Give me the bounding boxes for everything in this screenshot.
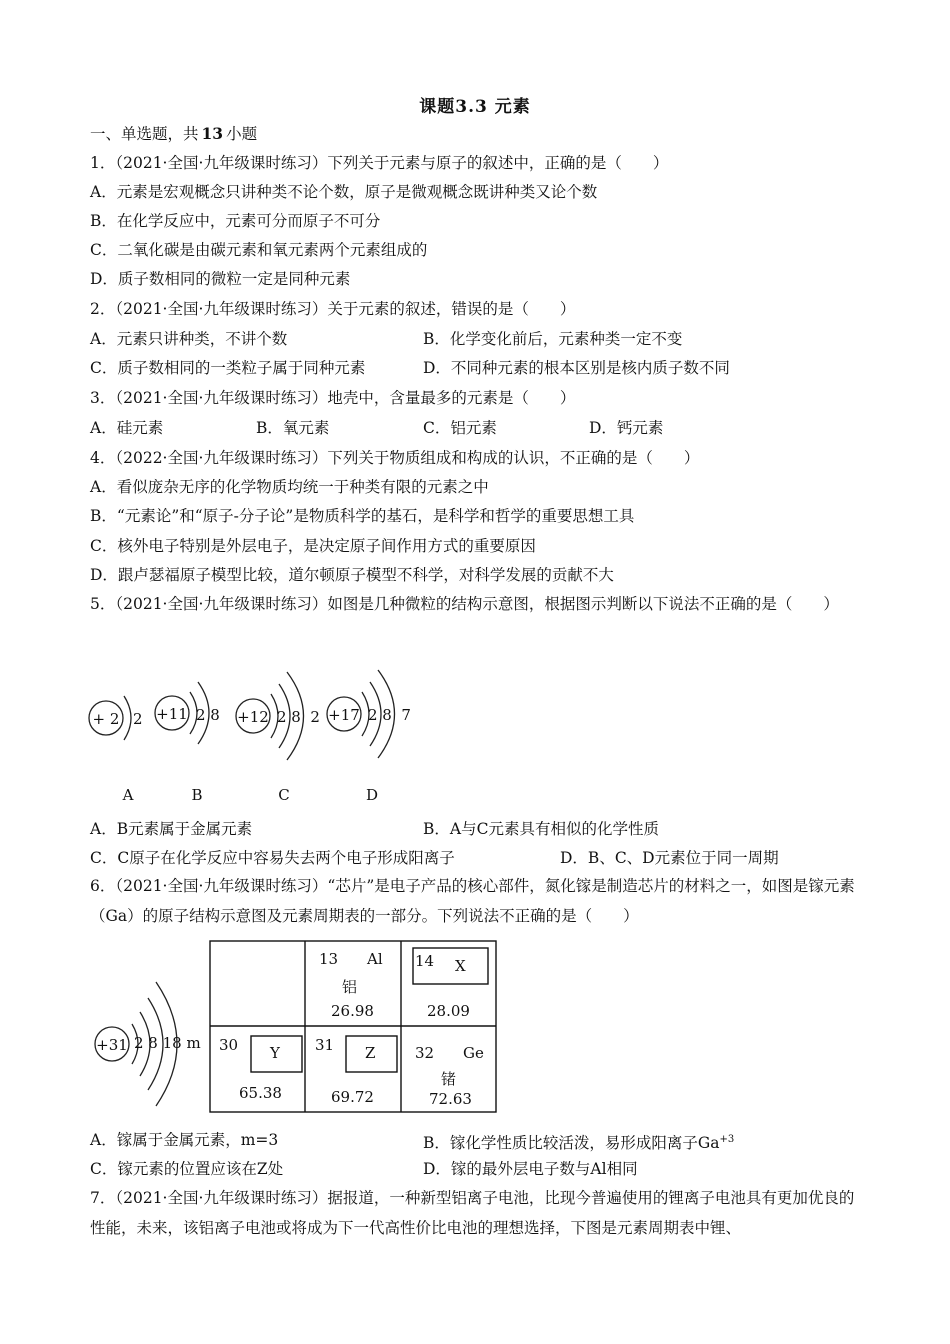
- question-4-stem: 4．（2022·全国·九年级课时练习）下列关于物质组成和构成的认识，不正确的是（ ）: [90, 449, 700, 467]
- question-1-option-d: D．质子数相同的微粒一定是同种元素: [90, 270, 351, 288]
- question-4-option-a: A．看似庞杂无序的化学物质均统一于种类有限的元素之中: [90, 478, 489, 496]
- periodic-table-fragment: [209, 940, 499, 1114]
- atom-a-nucleus: + 2: [92, 710, 120, 728]
- question-2-option-d: D．不同种元素的根本区别是核内质子数不同: [423, 359, 730, 377]
- cell-z-symbol: Z: [365, 1044, 376, 1062]
- atom-b-nucleus: +11: [156, 705, 188, 723]
- question-5-option-d: D．B、C、D元素位于同一周期: [560, 849, 779, 867]
- atom-c-nucleus: +12: [237, 708, 269, 726]
- cell-al-number: 13: [319, 950, 339, 968]
- gallium-nucleus: +31: [96, 1036, 128, 1054]
- question-5-option-b: B．A与C元素具有相似的化学性质: [423, 820, 659, 838]
- cell-al-symbol: Al: [367, 950, 383, 968]
- question-2-option-b: B．化学变化前后，元素种类一定不变: [423, 330, 683, 348]
- atom-structure-diagram: [86, 652, 426, 812]
- question-3-option-c: C．铝元素: [423, 419, 497, 437]
- question-1-option-c: C．二氧化碳是由碳元素和氧元素两个元素组成的: [90, 241, 428, 259]
- question-6-option-c: C．镓元素的位置应该在Z处: [90, 1160, 284, 1178]
- cell-al-name: 铝: [342, 978, 358, 996]
- question-5-stem: 5．（2021·全国·九年级课时练习）如图是几种微粒的结构示意图，根据图示判断以下说法不正确的是（ ）: [90, 595, 839, 613]
- atom-a-electrons: 2: [133, 710, 143, 728]
- cell-ge-symbol: Ge: [463, 1044, 484, 1062]
- question-4-option-c: C．核外电子特别是外层电子，是决定原子间作用方式的重要原因: [90, 537, 536, 555]
- cell-z-number: 31: [315, 1036, 335, 1054]
- cell-y-mass: 65.38: [239, 1084, 282, 1102]
- question-6-option-d: D．镓的最外层电子数与Al相同: [423, 1160, 638, 1178]
- question-2-option-c: C．质子数相同的一类粒子属于同种元素: [90, 359, 366, 377]
- question-2-stem: 2．（2021·全国·九年级课时练习）关于元素的叙述，错误的是（ ）: [90, 300, 576, 318]
- question-4-option-b: B．“元素论”和“原子-分子论”是物质科学的基石，是科学和哲学的重要思想工具: [90, 507, 635, 525]
- cell-z-mass: 69.72: [331, 1088, 374, 1106]
- question-6-option-a: A．镓属于金属元素，m=3: [90, 1131, 279, 1149]
- question-1-option-a: A．元素是宏观概念只讲种类不论个数，原子是微观概念既讲种类又论个数: [90, 183, 598, 201]
- question-2-option-a: A．元素只讲种类，不讲个数: [90, 330, 288, 348]
- question-7-stem: 7．（2021·全国·九年级课时练习）据报道，一种新型铝离子电池，比现今普遍使用的锂离子电池具有更加优良的性能，未来，该铝离子电池或将成为下一代高性价比电池的理想选择，下图是元素周期表中锂、: [90, 1189, 855, 1237]
- question-3-option-b: B．氧元素: [256, 419, 330, 437]
- atom-c-electrons: 2 8 2: [277, 708, 320, 726]
- question-4-option-d: D．跟卢瑟福原子模型比较，道尔顿原子模型不科学，对科学发展的贡献不大: [90, 566, 614, 584]
- atom-b-label: B: [191, 786, 203, 804]
- question-5-option-c: C．C原子在化学反应中容易失去两个电子形成阳离子: [90, 849, 455, 867]
- question-5-option-a: A．B元素属于金属元素: [90, 820, 253, 838]
- gallium-electrons: 2 8 18 m: [134, 1034, 201, 1052]
- question-3-option-a: A．硅元素: [90, 419, 164, 437]
- question-6-stem: 6．（2021·全国·九年级课时练习）“芯片”是电子产品的核心部件，氮化镓是制造芯片的材料之一，如图是镓元素（Ga）的原子结构示意图及元素周期表的一部分。下列说法不正确的是（ ）: [90, 877, 855, 925]
- cell-y-number: 30: [219, 1036, 239, 1054]
- cell-x-symbol: X: [455, 957, 466, 975]
- gallium-ion-charge: +3: [719, 1134, 735, 1145]
- cell-ge-name: 锗: [441, 1070, 457, 1088]
- atom-c-label: C: [278, 786, 290, 804]
- cell-x-number: 14: [415, 952, 435, 970]
- question-1-stem: 1．（2021·全国·九年级课时练习）下列关于元素与原子的叙述中，正确的是（ ）: [90, 154, 669, 172]
- question-1-option-b: B．在化学反应中，元素可分而原子不可分: [90, 212, 381, 230]
- atom-a-label: A: [122, 786, 134, 804]
- cell-y-symbol: Y: [270, 1044, 280, 1062]
- cell-x-mass: 28.09: [427, 1002, 470, 1020]
- cell-ge-mass: 72.63: [429, 1090, 472, 1108]
- section-heading: 一、单选题，共 13 小题: [90, 124, 258, 143]
- gallium-atom-diagram: [90, 968, 205, 1118]
- atom-d-nucleus: +17: [328, 706, 360, 724]
- question-3-stem: 3．（2021·全国·九年级课时练习）地壳中，含量最多的元素是（ ）: [90, 389, 576, 407]
- page-title: 课题3.3 元素: [419, 97, 531, 117]
- cell-al-mass: 26.98: [331, 1002, 374, 1020]
- cell-ge-number: 32: [415, 1044, 435, 1062]
- question-6-option-b: B．镓化学性质比较活泼，易形成阳离子$Ga^{+3}$: [423, 1134, 735, 1153]
- question-3-option-d: D．钙元素: [589, 419, 664, 437]
- atom-d-electrons: 2 8 7: [368, 706, 411, 724]
- atom-b-electrons: 2 8: [196, 706, 220, 724]
- atom-d-label: D: [365, 786, 379, 804]
